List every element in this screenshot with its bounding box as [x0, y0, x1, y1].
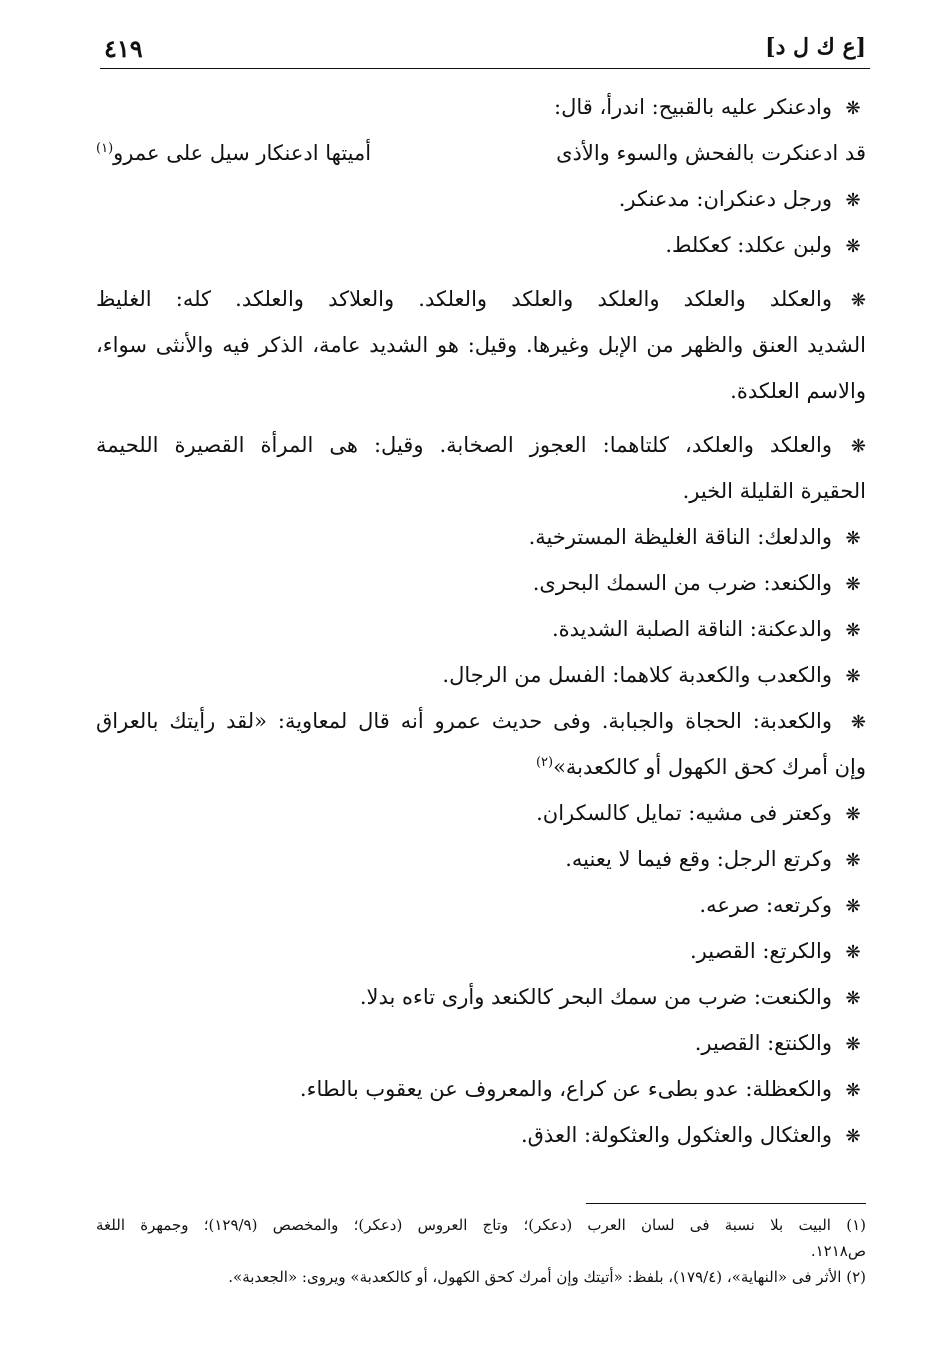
entry-text: وكعتر فى مشيه: تمايل كالسكران.	[536, 801, 832, 825]
entry-bullet: ❋	[850, 290, 866, 311]
entry-bullet: ❋	[845, 528, 861, 549]
footnote-continuation: ص١٢١٨.	[810, 1242, 866, 1260]
verse-second-text: أميتها ادعنكار سيل على عمرو	[113, 141, 372, 165]
entry-bullet: ❋	[850, 436, 866, 457]
header-rule	[100, 68, 870, 69]
verse-second-hemistich	[96, 130, 371, 176]
entry-bullet: ❋	[845, 1126, 861, 1147]
entry-text: والعثكال والعثكول والعثكولة: العذق.	[520, 1123, 832, 1147]
verse-first-hemistich: قد ادعنكرت بالفحش والسوء والأذى	[556, 141, 866, 165]
entry-continuation: والاسم العلكدة.	[730, 379, 866, 403]
entry	[96, 176, 866, 222]
entry-bullet: ❋	[845, 804, 861, 825]
footnote-rule	[586, 1203, 866, 1204]
entries-body	[96, 84, 866, 1158]
entry	[96, 276, 866, 322]
entry-text: والكعدبة: الحجاة والجبابة. وفى حديث عمرو أنه قال لمعاوية: «لقد رأيتك بالعراق	[96, 709, 832, 733]
entry	[96, 560, 866, 606]
entry-text: والعكلد والعلكد والعلكد والعلكد والعلكد. والعلاكد والعلكد. كله: الغليظ	[96, 287, 832, 311]
entry-continuation: الشديد العنق والظهر من الإبل وغيرها. وقيل: هو الشديد عامة، الذكر فيه والأنثى سواء،	[96, 333, 866, 357]
entry-continuation	[96, 744, 866, 790]
entry	[96, 790, 866, 836]
page-header-root: [ع ك ل د]	[765, 34, 866, 60]
footnote: (٢) الأثر فى «النهاية»، (١٧٩/٤)، بلفظ: «أتيتك وإن أمرك كحق الكهول، أو كالكعدبة» ويروى: «الجعدبة».	[228, 1268, 866, 1286]
entry	[96, 514, 866, 560]
entry-text: والعلكد والعلكد، كلتاهما: العجوز الصخابة. وقيل: هى المرأة القصيرة اللحيمة	[96, 433, 832, 457]
entry	[96, 84, 866, 130]
entry-bullet: ❋	[845, 666, 861, 687]
entry-bullet: ❋	[845, 574, 861, 595]
verse-line	[96, 130, 866, 176]
entry	[96, 606, 866, 652]
entry-bullet: ❋	[845, 850, 861, 871]
entry-continuation: الحقيرة القليلة الخير.	[682, 479, 866, 503]
entry-bullet: ❋	[845, 620, 861, 641]
entry	[96, 222, 866, 268]
entry-bullet: ❋	[845, 1080, 861, 1101]
entry	[96, 422, 866, 468]
entry	[96, 652, 866, 698]
footnote: (١) البيت بلا نسبة فى لسان العرب (دعكر)؛ وتاج العروس (دعكر)؛ والمخصص (١٢٩/٩)؛ وجمهرة اللغة	[96, 1216, 866, 1234]
entry	[96, 882, 866, 928]
footnote-marker: (٢)	[535, 755, 554, 770]
entry-text: والكنعت: ضرب من سمك البحر كالكنعد وأرى تاءه بدلا.	[359, 985, 832, 1009]
entry	[96, 1066, 866, 1112]
entry-text: والكعظلة: عدو بطىء عن كراع، والمعروف عن يعقوب بالطاء.	[299, 1077, 832, 1101]
entry-continuation-text: وإن أمرك كحق الكهول أو كالكعدبة»	[553, 755, 866, 779]
entry-text: والدعكنة: الناقة الصلبة الشديدة.	[551, 617, 832, 641]
entry	[96, 698, 866, 744]
entry	[96, 974, 866, 1020]
footnote-marker: (١)	[96, 141, 114, 156]
entry-bullet: ❋	[845, 190, 861, 211]
entry-text: والكعدب والكعدبة كلاهما: الفسل من الرجال.	[442, 663, 832, 687]
entry-text: وكرتعه: صرعه.	[699, 893, 832, 917]
entry-bullet: ❋	[845, 1034, 861, 1055]
entry-bullet: ❋	[845, 236, 861, 257]
page-number: ٤١٩	[104, 34, 143, 63]
entry-bullet: ❋	[845, 896, 861, 917]
entry	[96, 1020, 866, 1066]
entry-text: ولبن عكلد: كعكلط.	[665, 233, 832, 257]
entry-text: ورجل دعنكران: مدعنكر.	[618, 187, 832, 211]
entry-bullet: ❋	[845, 988, 861, 1009]
entry	[96, 836, 866, 882]
entry	[96, 1112, 866, 1158]
footnotes	[96, 1212, 866, 1290]
entry-text: والكرتع: القصير.	[690, 939, 832, 963]
entry-text: والكنعد: ضرب من السمك البحرى.	[532, 571, 832, 595]
entry-text: والكنتع: القصير.	[694, 1031, 832, 1055]
entry-bullet: ❋	[850, 712, 866, 733]
entry-text: وكرتع الرجل: وقع فيما لا يعنيه.	[565, 847, 832, 871]
entry-text: وادعنكر عليه بالقبيح: اندرأ، قال:	[554, 95, 832, 119]
entry-bullet: ❋	[845, 98, 861, 119]
entry	[96, 928, 866, 974]
entry-text: والدلعك: الناقة الغليظة المسترخية.	[528, 525, 832, 549]
entry-bullet: ❋	[845, 942, 861, 963]
